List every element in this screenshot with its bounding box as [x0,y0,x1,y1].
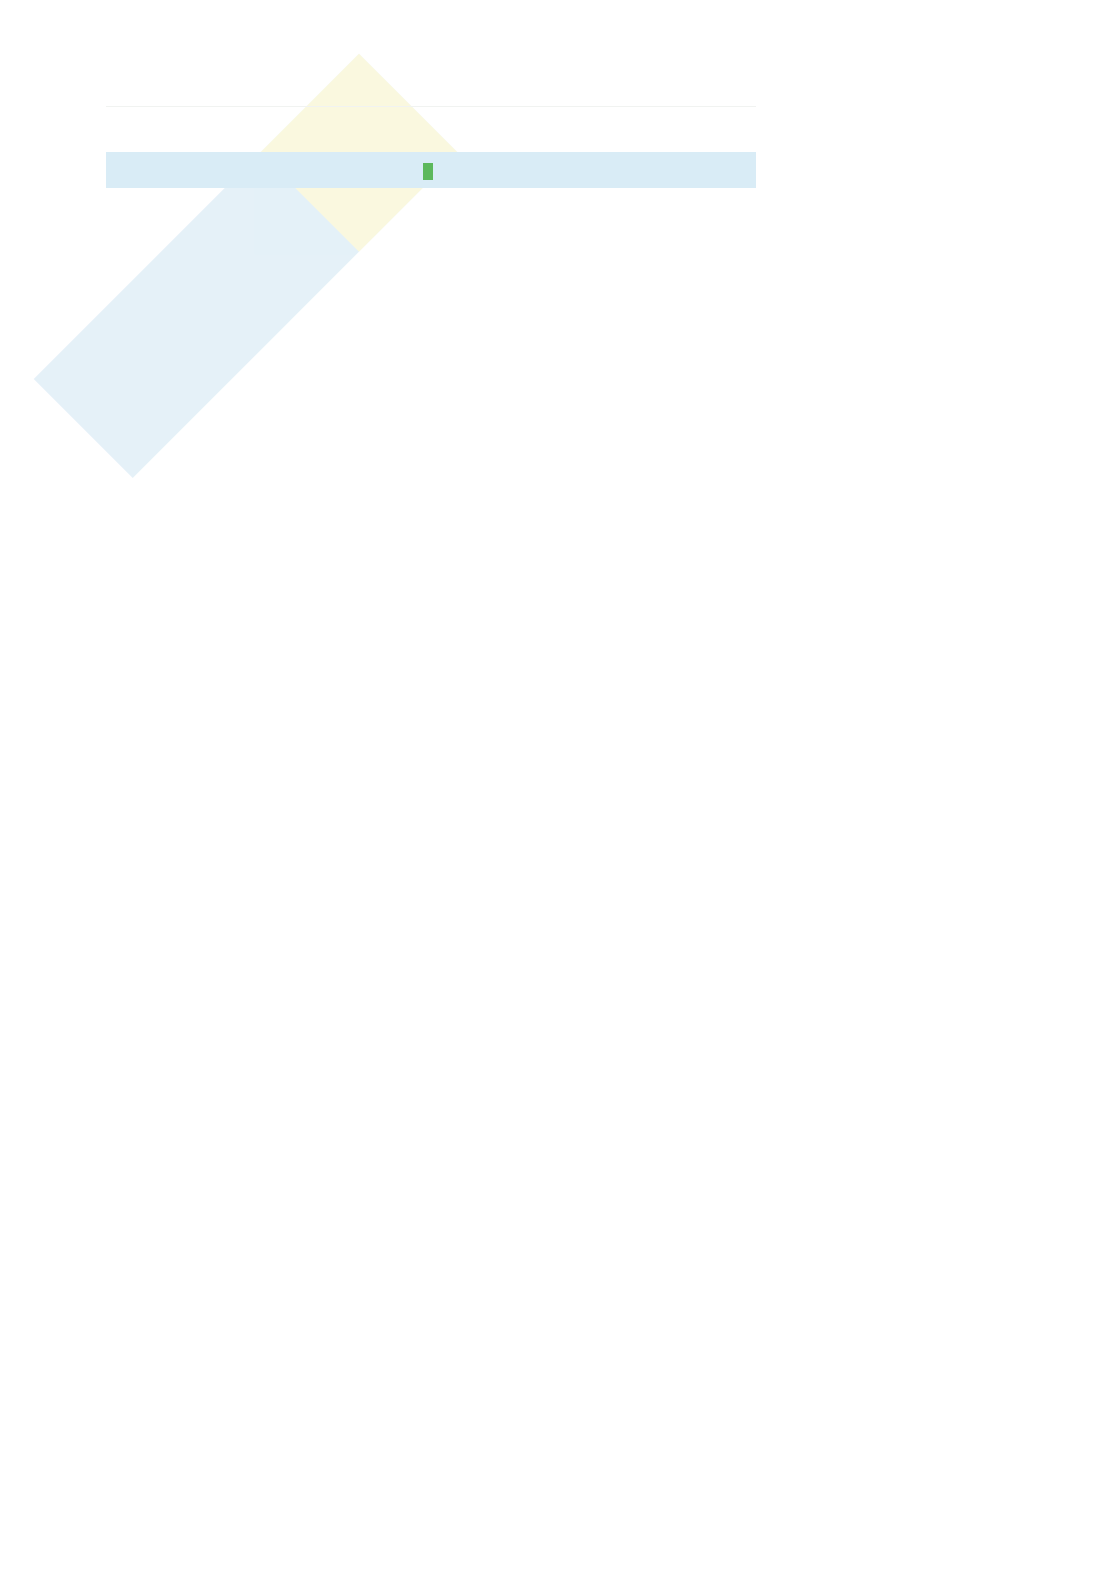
question-header-8 [106,152,756,188]
question-number-badge [423,163,433,180]
empty-row [106,106,756,152]
question-title [106,162,756,187]
quiz-table [106,106,756,188]
